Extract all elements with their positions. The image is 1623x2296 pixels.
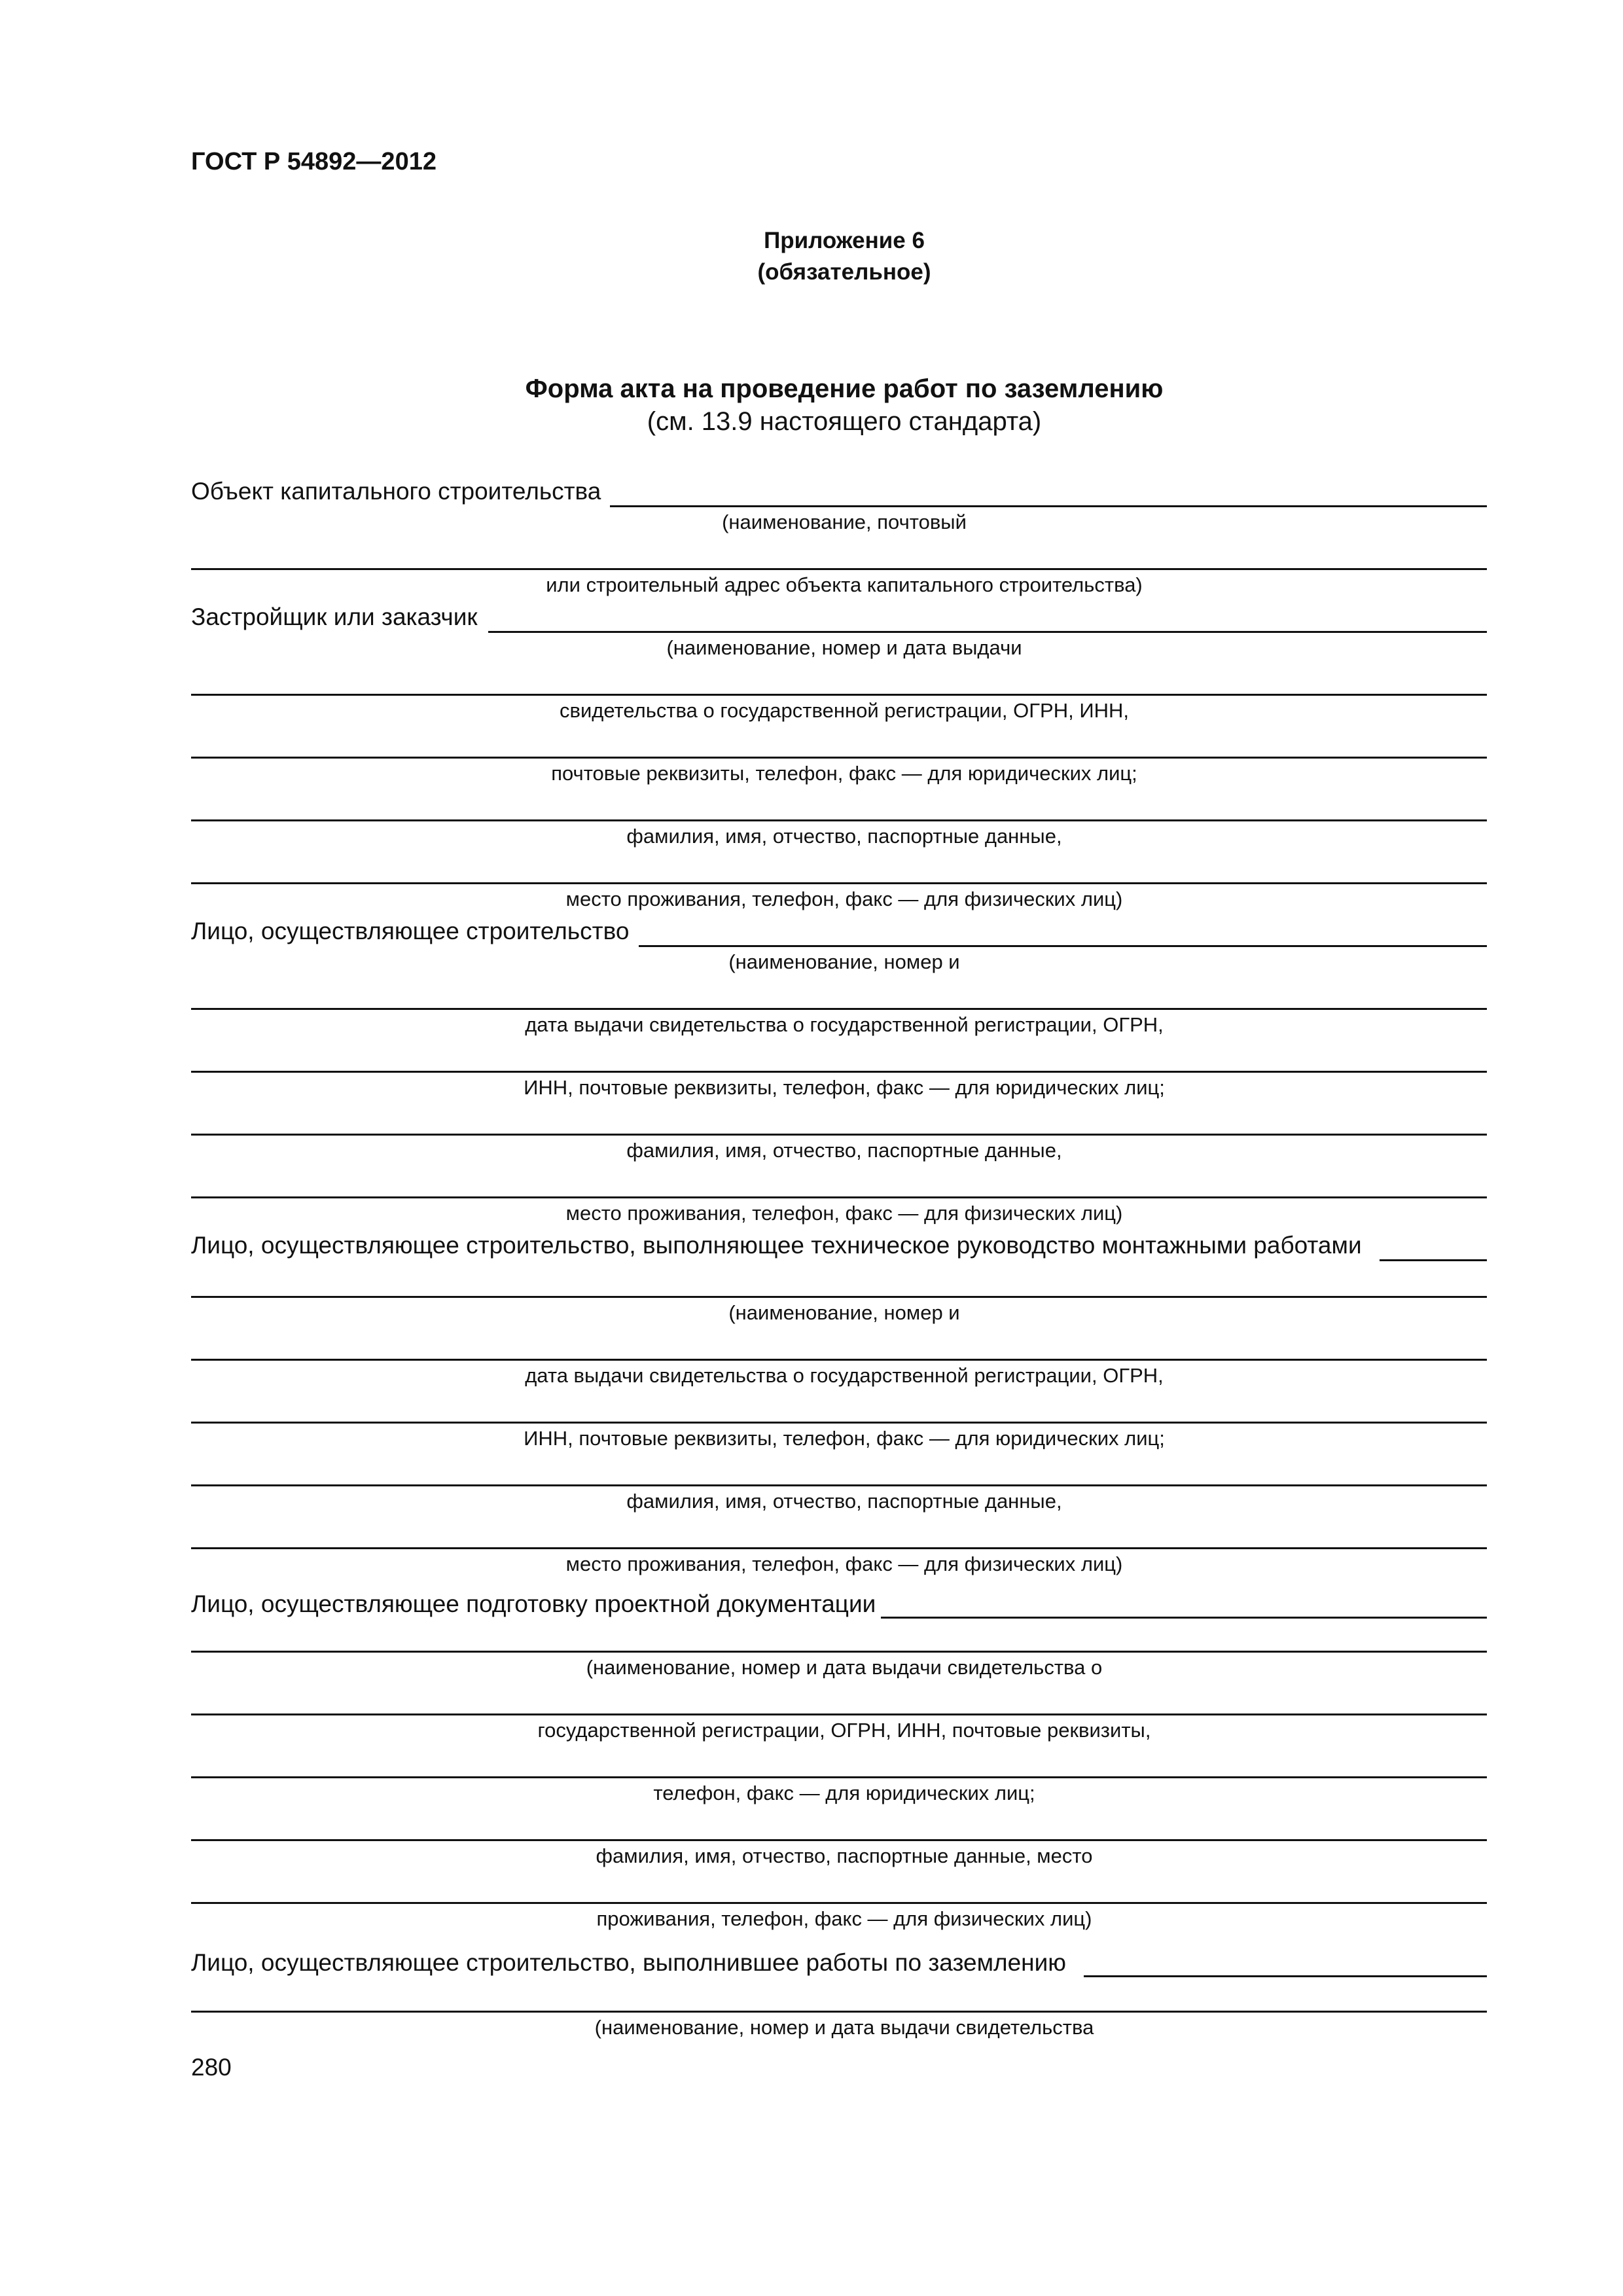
fill-in-line[interactable]	[639, 945, 1487, 947]
fill-in-line[interactable]	[191, 1713, 1487, 1715]
fill-in-line[interactable]	[191, 1422, 1487, 1424]
field-caption: фамилия, имя, отчество, паспортные данные,	[626, 1490, 1062, 1513]
fill-in-line[interactable]	[1084, 1975, 1487, 1977]
form-subtitle: (см. 13.9 настоящего стандарта)	[647, 407, 1042, 436]
fill-in-line[interactable]	[191, 757, 1487, 759]
fill-in-line[interactable]	[191, 2011, 1487, 2013]
form-title: Форма акта на проведение работ по заземлению	[525, 374, 1164, 403]
fill-in-line[interactable]	[191, 1071, 1487, 1073]
field-label: Лицо, осуществляющее подготовку проектной документации	[191, 1590, 876, 1617]
field-caption: место проживания, телефон, факс — для физических лиц)	[565, 1202, 1123, 1225]
field-label: Объект капитального строительства	[191, 478, 601, 505]
field-caption: ИНН, почтовые реквизиты, телефон, факс — для юридических лиц;	[524, 1427, 1165, 1450]
fill-in-line[interactable]	[191, 1196, 1487, 1198]
field-caption: (наименование, номер и	[728, 950, 960, 973]
field-caption: телефон, факс — для юридических лиц;	[653, 1782, 1035, 1804]
field-caption: государственной регистрации, ОГРН, ИНН, почтовые реквизиты,	[537, 1719, 1151, 1742]
field-caption: дата выдачи свидетельства о государственной регистрации, ОГРН,	[525, 1013, 1164, 1036]
field-label: Застройщик или заказчик	[191, 603, 478, 630]
fill-in-line[interactable]	[191, 1902, 1487, 1904]
field-caption: фамилия, имя, отчество, паспортные данные,	[626, 825, 1062, 848]
field-caption: (наименование, номер и дата выдачи свидетельства о	[586, 1656, 1103, 1679]
field-caption: фамилия, имя, отчество, паспортные данные, место	[596, 1844, 1093, 1867]
field-caption: проживания, телефон, факс — для физических лиц)	[596, 1907, 1092, 1930]
field-caption: место проживания, телефон, факс — для физических лиц)	[565, 888, 1123, 910]
field-caption: (наименование, номер и дата выдачи	[666, 636, 1022, 659]
fill-in-line[interactable]	[191, 1839, 1487, 1841]
field-caption: или строительный адрес объекта капитального строительства)	[546, 573, 1143, 596]
fill-in-line[interactable]	[191, 1134, 1487, 1136]
fill-in-line[interactable]	[610, 505, 1487, 507]
fill-in-line[interactable]	[191, 1484, 1487, 1486]
fill-in-line[interactable]	[191, 882, 1487, 884]
fill-in-line[interactable]	[191, 568, 1487, 570]
field-caption: фамилия, имя, отчество, паспортные данные,	[626, 1139, 1062, 1162]
field-caption: (наименование, номер и дата выдачи свидетельства	[594, 2016, 1094, 2039]
field-caption: (наименование, номер и	[728, 1301, 960, 1324]
fill-in-line[interactable]	[191, 1547, 1487, 1549]
fill-in-line[interactable]	[488, 631, 1487, 633]
field-label: Лицо, осуществляющее строительство, выполняющее техническое руководство монтажными работами	[191, 1232, 1362, 1259]
fill-in-line[interactable]	[191, 1296, 1487, 1298]
field-label: Лицо, осуществляющее строительство	[191, 918, 630, 944]
page-number: 280	[191, 2054, 232, 2081]
fill-in-line[interactable]	[191, 1008, 1487, 1010]
field-caption: дата выдачи свидетельства о государственной регистрации, ОГРН,	[525, 1364, 1164, 1387]
field-caption: место проживания, телефон, факс — для физических лиц)	[565, 1552, 1123, 1575]
fill-in-line[interactable]	[191, 694, 1487, 696]
appendix-number: Приложение 6	[764, 228, 925, 253]
field-caption: (наименование, почтовый	[722, 511, 967, 533]
fill-in-line[interactable]	[881, 1617, 1487, 1619]
appendix-status: (обязательное)	[757, 259, 931, 285]
field-caption: ИНН, почтовые реквизиты, телефон, факс — для юридических лиц;	[524, 1076, 1165, 1099]
fill-in-line[interactable]	[191, 819, 1487, 821]
fill-in-line[interactable]	[191, 1651, 1487, 1653]
document-header: ГОСТ Р 54892—2012	[191, 148, 437, 175]
field-caption: свидетельства о государственной регистрации, ОГРН, ИНН,	[559, 699, 1130, 722]
fill-in-line[interactable]	[191, 1359, 1487, 1361]
field-caption: почтовые реквизиты, телефон, факс — для юридических лиц;	[551, 762, 1137, 785]
fill-in-line[interactable]	[191, 1776, 1487, 1778]
field-label: Лицо, осуществляющее строительство, выполнившее работы по заземлению	[191, 1949, 1067, 1976]
fill-in-line[interactable]	[1380, 1259, 1487, 1261]
